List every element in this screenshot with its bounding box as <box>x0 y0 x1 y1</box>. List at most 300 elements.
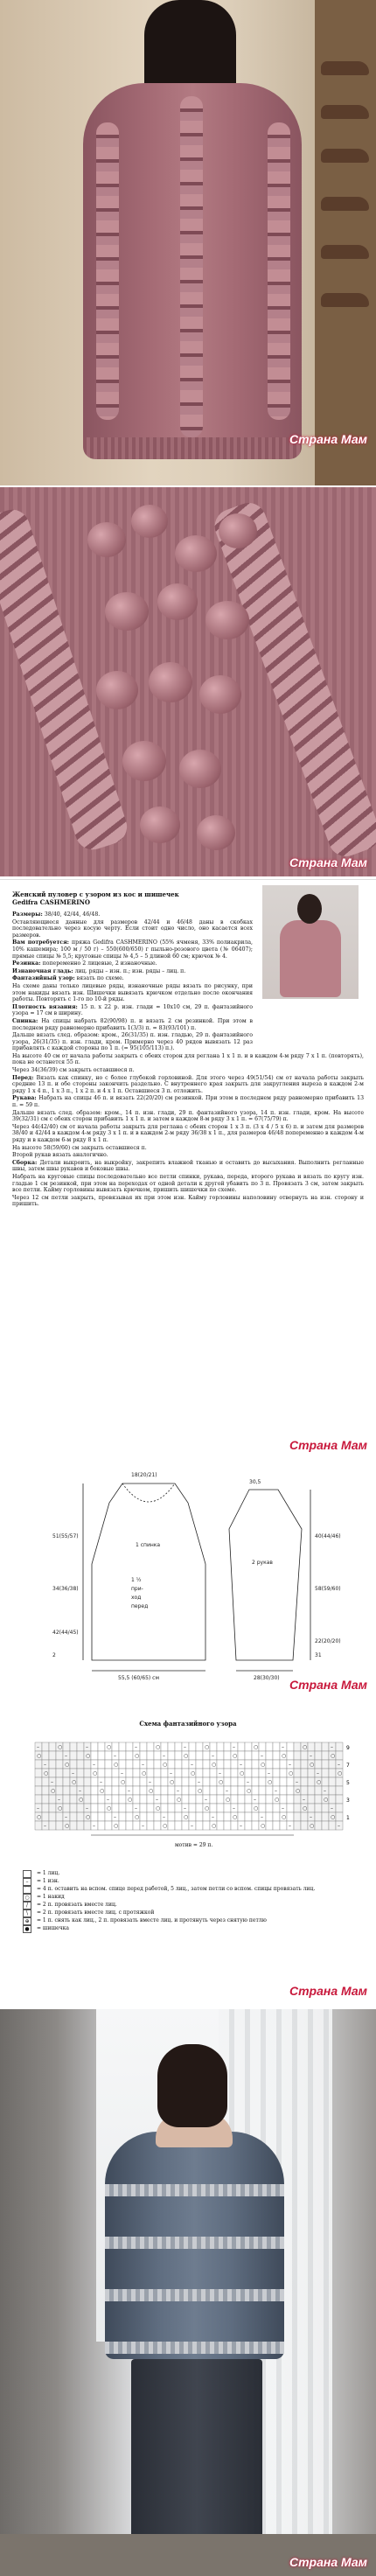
chart-cell <box>210 1786 217 1795</box>
doc-paragraph <box>12 975 253 982</box>
chart-symbol: ○ <box>177 1797 182 1803</box>
chart-cell <box>336 1786 343 1795</box>
chart-cell <box>217 1821 224 1830</box>
chart-symbol: – <box>191 1762 193 1768</box>
chart-symbol: ○ <box>205 1744 210 1750</box>
chart-cell <box>168 1812 175 1821</box>
chart-symbol: – <box>58 1797 60 1803</box>
chart-cell <box>147 1821 154 1830</box>
chart-cell <box>252 1812 259 1821</box>
chart-symbol: ○ <box>107 1744 112 1750</box>
doc-paragraph <box>12 1095 364 1108</box>
chart-cell <box>280 1821 287 1830</box>
doc-paragraph-text: Через 12 см петли закрыть, провязывая их при этом изн. Кайму горловины наполовину отвернуть на изн. сторону и пришить. <box>12 1194 364 1208</box>
chart-cell <box>294 1812 301 1821</box>
chart-symbol: – <box>310 1753 312 1759</box>
shoe <box>321 105 369 119</box>
chart-symbol: – <box>233 1744 235 1750</box>
chart-cell <box>280 1777 287 1786</box>
legend-symbol: ⌒ <box>24 1887 30 1893</box>
chart-cell <box>77 1751 84 1760</box>
chart-symbol: – <box>37 1744 39 1750</box>
doc-paragraph-label: Вам потребуется: <box>12 939 73 946</box>
legend-text: = шишечка <box>37 1925 69 1931</box>
chart-symbol: – <box>65 1814 67 1820</box>
chart-cell <box>49 1812 56 1821</box>
chart-cell <box>77 1804 84 1812</box>
chart-symbol: – <box>93 1823 95 1829</box>
sleeve-outline <box>229 1490 302 1660</box>
chart-cell <box>175 1804 182 1812</box>
chart-symbol: – <box>212 1814 214 1820</box>
chart-cell <box>315 1742 322 1751</box>
chart-cell <box>91 1812 98 1821</box>
chart-cell <box>147 1751 154 1760</box>
doc-paragraph <box>12 960 253 967</box>
chart-cell <box>126 1760 133 1769</box>
chart-cell <box>224 1760 231 1769</box>
chart-symbol: – <box>44 1762 46 1768</box>
chart-cell <box>63 1795 70 1804</box>
doc-paragraph <box>12 919 253 939</box>
chart-cell <box>63 1742 70 1751</box>
chart-cell <box>273 1821 280 1830</box>
chart-cell <box>259 1769 266 1777</box>
chart-cell <box>252 1751 259 1760</box>
chart-cell <box>49 1760 56 1769</box>
legend-item <box>23 1925 355 1933</box>
chart-symbol: ○ <box>282 1753 287 1759</box>
chart-cell <box>252 1786 259 1795</box>
chart-symbol: – <box>79 1788 81 1794</box>
chart-cell <box>203 1777 210 1786</box>
chart-cell <box>42 1795 49 1804</box>
chart-symbol: ○ <box>324 1797 329 1803</box>
legend-item <box>23 1886 355 1894</box>
chart-cell <box>182 1786 189 1795</box>
chart-cell <box>140 1751 147 1760</box>
bobble <box>219 513 257 548</box>
chart-cell <box>301 1821 308 1830</box>
chart-cell <box>266 1786 273 1795</box>
chart-cell <box>266 1821 273 1830</box>
chart-symbol: – <box>72 1770 74 1777</box>
front-neckline <box>122 1483 175 1502</box>
chart-symbol: – <box>254 1797 256 1803</box>
dim-side-4: 2 <box>52 1652 56 1658</box>
chart-cell <box>49 1751 56 1760</box>
chart-cell <box>154 1769 161 1777</box>
chart-cell <box>112 1777 119 1786</box>
chart-cell <box>336 1812 343 1821</box>
chart-cell <box>273 1751 280 1760</box>
chart-cell <box>301 1760 308 1769</box>
chart-cell <box>63 1777 70 1786</box>
chart-symbol: – <box>177 1788 179 1794</box>
chart-symbol: ○ <box>86 1753 91 1759</box>
chart-symbol: ○ <box>72 1779 77 1785</box>
schematic-drawing <box>0 1459 376 1695</box>
chart-cell <box>322 1760 329 1769</box>
chart-symbol: ○ <box>156 1805 161 1812</box>
chart-cell <box>315 1812 322 1821</box>
chart-cell <box>259 1795 266 1804</box>
chart-cell <box>161 1769 168 1777</box>
chart-cell <box>91 1777 98 1786</box>
bobble <box>197 815 235 850</box>
chart-cell <box>35 1795 42 1804</box>
watermark: Страна Мам <box>289 1678 367 1692</box>
legend-symbol: ● <box>23 1925 31 1933</box>
chart-cell <box>273 1812 280 1821</box>
chart-cell <box>119 1821 126 1830</box>
chart-cell <box>105 1769 112 1777</box>
chart-symbol: ○ <box>212 1762 217 1768</box>
chart-cell <box>84 1786 91 1795</box>
chart-symbol: ○ <box>135 1753 140 1759</box>
chart-cell <box>182 1760 189 1769</box>
chart-symbol: ○ <box>282 1814 287 1820</box>
chart-cell <box>168 1795 175 1804</box>
chart-cell <box>273 1777 280 1786</box>
chart-cell <box>35 1786 42 1795</box>
chart-cell <box>315 1786 322 1795</box>
chart-cell <box>140 1777 147 1786</box>
chart-cell <box>70 1786 77 1795</box>
chart-cell <box>210 1742 217 1751</box>
chart-cell <box>210 1769 217 1777</box>
dim-bottom: 55,5 (60/65) см <box>118 1675 159 1681</box>
chart-symbol: – <box>289 1823 291 1829</box>
chart-cell <box>203 1812 210 1821</box>
chart-cell <box>35 1777 42 1786</box>
chart-cell <box>287 1786 294 1795</box>
chart-cell <box>98 1769 105 1777</box>
chart-symbol: ○ <box>268 1779 273 1785</box>
chart-cell <box>336 1795 343 1804</box>
chart-cell <box>294 1742 301 1751</box>
chart-symbol: – <box>44 1823 46 1829</box>
doc-paragraph <box>12 983 253 1003</box>
chart-cell <box>266 1742 273 1751</box>
chart-cell <box>196 1804 203 1812</box>
doc-paragraph-text: На схеме даны только лицевые ряды, изнаночные ряды вязать по рисунку, при этом накиды вязать изн. Шишечки вывязать крючком отдельно после окончания работы. Повторять с 1-го по 10-й ряды. <box>12 982 253 1003</box>
chart-cell <box>154 1786 161 1795</box>
chart-symbol: – <box>191 1823 193 1829</box>
chart-symbol: ○ <box>65 1823 70 1829</box>
shoe <box>321 197 369 211</box>
doc-paragraph-text: лиц. ряды – изн. п.; изн. ряды – лиц. п. <box>74 967 186 974</box>
legend-symbol: ○ <box>23 1894 31 1902</box>
chart-cell <box>42 1786 49 1795</box>
chart-cell <box>168 1751 175 1760</box>
chart-cell <box>133 1821 140 1830</box>
chart-cell <box>168 1821 175 1830</box>
chart-cell <box>224 1812 231 1821</box>
chart-symbol: ○ <box>128 1797 133 1803</box>
bobble <box>179 750 221 788</box>
chart-cell <box>203 1769 210 1777</box>
chart-cell <box>105 1751 112 1760</box>
chart-cell <box>252 1777 259 1786</box>
chart-cell <box>308 1795 315 1804</box>
cable-rope <box>210 498 376 861</box>
legend-text: = 1 п. снять как лиц., 2 п. провязать вместе лиц. и протянуть через снятую петлю <box>37 1917 267 1923</box>
chart-symbol: ○ <box>303 1744 308 1750</box>
chart-cell <box>84 1760 91 1769</box>
doc-paragraph-text: На высоте 40 см от начала работы закрыть с обеих сторон для реглана 1 х 1 п. и в каждом 4-м ряду 7 х 1 п. (повторять), пока не останется 55 п. <box>12 1052 364 1066</box>
chart-cell <box>224 1769 231 1777</box>
chart-cell <box>168 1760 175 1769</box>
chart-cell <box>315 1821 322 1830</box>
chart-symbol: – <box>156 1797 158 1803</box>
chart-cell <box>196 1795 203 1804</box>
chart-cell <box>147 1804 154 1812</box>
chart-cell <box>329 1760 336 1769</box>
chart-cell <box>112 1742 119 1751</box>
chart-cell <box>49 1821 56 1830</box>
chart-symbol: – <box>100 1779 102 1785</box>
chart-row-number: 1 <box>346 1815 350 1821</box>
chart-cell <box>322 1804 329 1812</box>
chart-symbol: – <box>135 1744 137 1750</box>
chart-cell <box>98 1821 105 1830</box>
chart-symbol: – <box>324 1788 326 1794</box>
doc-paragraph-text: Набрать на спицы 46 п. и вязать 22(20/20) см резинкой. При этом в последнем ряду равномерно прибавить 13 п. = 59 п. <box>12 1095 365 1109</box>
chart-cell <box>70 1751 77 1760</box>
photo-pullover-back <box>0 0 376 485</box>
chart-symbol: – <box>198 1779 200 1785</box>
chart-cell <box>245 1769 252 1777</box>
back-label: 1 спинка <box>136 1542 161 1548</box>
chart-cell <box>266 1795 273 1804</box>
chart-symbol: ○ <box>331 1814 336 1820</box>
doc-title-yarn: Gedifra CASHMERINO <box>12 898 91 906</box>
doc-paragraph-label: Фантазийный узор: <box>12 975 77 982</box>
chart-cell <box>133 1786 140 1795</box>
chart-cell <box>168 1742 175 1751</box>
chart-symbol: ○ <box>240 1770 245 1777</box>
chart-cell <box>175 1812 182 1821</box>
chart-cell <box>119 1760 126 1769</box>
chart-cell <box>238 1795 245 1804</box>
chart-cell <box>315 1751 322 1760</box>
chart-symbol: ○ <box>275 1797 280 1803</box>
chart-cell <box>161 1804 168 1812</box>
bobble <box>96 671 138 709</box>
chart-cell <box>238 1751 245 1760</box>
chart-cell <box>322 1751 329 1760</box>
chart-symbol: – <box>163 1814 165 1820</box>
chart-symbol: – <box>135 1805 137 1812</box>
chart-symbol: ○ <box>205 1805 210 1812</box>
chart-cell <box>56 1751 63 1760</box>
chart-cell <box>56 1786 63 1795</box>
chart-cell <box>287 1742 294 1751</box>
chart-cell <box>119 1751 126 1760</box>
shoe <box>321 245 369 259</box>
chart-cell <box>147 1812 154 1821</box>
chart-cell <box>175 1751 182 1760</box>
doc-paragraph-text: Дальше вязать след. образом: кром., 14 п. изн. глади, 29 п. фантазийного узора, 14 п. изн. глади, кром. На высоте 39(32/31) см с обеих сторон прибавить 1 х 1 п. и затем в каждом 8-м ряду 3 х 1 п. = 67(75/79) п. <box>12 1109 364 1123</box>
chart-cell <box>322 1777 329 1786</box>
chart-cell <box>280 1769 287 1777</box>
chart-cell <box>322 1821 329 1830</box>
doc-paragraph-text: Дальше вязать след. образом: кром., 26(31/35) п. изн. гладью, 29 п. фантазийного узора, 26(31/35) п. изн. глади, кром. Примерно через 40 рядов вывязать 12 раз прибавлять с каждой стороны по 1 п. (= 95(105/113) п.). <box>12 1032 253 1052</box>
chart-cell <box>189 1812 196 1821</box>
doc-paragraph <box>12 1075 364 1095</box>
chart-cell <box>161 1786 168 1795</box>
doc-paragraph <box>12 1004 253 1017</box>
chart-cell <box>308 1786 315 1795</box>
watermark: Страна Мам <box>289 1984 367 1998</box>
chart-cell <box>294 1795 301 1804</box>
chart-cell <box>91 1742 98 1751</box>
chart-cell <box>217 1742 224 1751</box>
chart-symbol: – <box>317 1770 319 1777</box>
sleeve-label: 2 рукав <box>252 1560 273 1566</box>
shoe <box>321 149 369 163</box>
chart-symbol: ○ <box>261 1762 266 1768</box>
chart-symbol: ○ <box>233 1753 238 1759</box>
chart-cell <box>126 1751 133 1760</box>
shoe <box>321 293 369 307</box>
chart-cell <box>329 1786 336 1795</box>
doc-paragraph-label: Сборка: <box>12 1159 40 1166</box>
bobble <box>122 741 166 781</box>
back-outline <box>92 1483 205 1660</box>
chart-symbol: – <box>170 1770 172 1777</box>
legend-text: = 1 накид <box>37 1894 65 1900</box>
doc-paragraph-text: Через 34(36/39) см закрыть оставшиеся п. <box>12 1067 135 1074</box>
chart-cell <box>49 1804 56 1812</box>
chart-cell <box>154 1760 161 1769</box>
chart-symbol: ○ <box>198 1788 203 1794</box>
cable-pattern <box>180 96 203 437</box>
chart-cell <box>196 1821 203 1830</box>
chart-cell <box>217 1812 224 1821</box>
bobble <box>149 662 192 702</box>
chart-cell <box>98 1751 105 1760</box>
chart-cell <box>42 1742 49 1751</box>
chart-cell <box>189 1777 196 1786</box>
chart-symbol: ○ <box>100 1788 105 1794</box>
chart-cell <box>42 1751 49 1760</box>
chart-symbol: ○ <box>254 1805 259 1812</box>
chart-cell <box>77 1777 84 1786</box>
chart-symbol: – <box>163 1753 165 1759</box>
chart-symbol: – <box>142 1823 144 1829</box>
legend-item <box>23 1878 355 1886</box>
chart-symbol: – <box>233 1805 235 1812</box>
bobble <box>131 505 168 538</box>
chart-cell <box>175 1742 182 1751</box>
chart-cell <box>238 1777 245 1786</box>
chart-cell <box>56 1769 63 1777</box>
chart-cell <box>196 1751 203 1760</box>
chart-cell <box>308 1777 315 1786</box>
chart-cell <box>182 1821 189 1830</box>
chart-cell <box>196 1812 203 1821</box>
chart-cell <box>336 1777 343 1786</box>
chart-symbol: – <box>331 1744 333 1750</box>
doc-paragraph <box>12 911 253 918</box>
chart-cell <box>196 1742 203 1751</box>
chart-cell <box>329 1795 336 1804</box>
chart-cell <box>42 1812 49 1821</box>
chart-cell <box>224 1804 231 1812</box>
chart-symbol: – <box>86 1744 88 1750</box>
pattern-chart-panel <box>0 1699 376 2007</box>
chart-symbol: ○ <box>114 1762 119 1768</box>
chart-cell <box>70 1821 77 1830</box>
chart-cell <box>63 1786 70 1795</box>
legend-item <box>23 1909 355 1917</box>
doc-paragraph-label: Резинка: <box>12 960 43 967</box>
sweater-stripe <box>105 2184 284 2196</box>
doc-paragraph-text: Второй рукав вязать аналогично. <box>12 1152 108 1159</box>
doc-paragraph-label: Рукава: <box>12 1095 39 1102</box>
chart-cell <box>217 1751 224 1760</box>
chart-cell <box>77 1760 84 1769</box>
chart-symbol: – <box>338 1762 340 1768</box>
chart-cell <box>98 1804 105 1812</box>
chart-cell <box>287 1795 294 1804</box>
chart-cell <box>56 1777 63 1786</box>
doc-paragraph <box>12 1067 364 1074</box>
chart-symbol: ○ <box>51 1788 56 1794</box>
chart-cell <box>119 1812 126 1821</box>
chart-cell <box>154 1821 161 1830</box>
chart-symbol: – <box>86 1805 88 1812</box>
chart-cell <box>210 1804 217 1812</box>
chart-cell <box>56 1760 63 1769</box>
cable-pattern <box>268 122 290 420</box>
chart-symbol: ○ <box>86 1814 91 1820</box>
chart-cell <box>133 1777 140 1786</box>
chart-symbol: ○ <box>93 1770 98 1777</box>
chart-symbol: ○ <box>37 1814 42 1820</box>
sweater-stripe <box>105 2237 284 2249</box>
doc-paragraph-text: попеременно 2 лицевые, 2 изнаночные. <box>42 960 157 967</box>
doc-paragraph-text: 15 п. х 22 р. изн. глади = 10х10 см, 29 п. фантазийного узора = 17 см в ширину. <box>12 1003 254 1017</box>
chart-cell <box>252 1769 259 1777</box>
chart-symbol: – <box>303 1797 305 1803</box>
chart-symbol: ○ <box>296 1788 301 1794</box>
chart-cell <box>133 1769 140 1777</box>
chart-cell <box>133 1795 140 1804</box>
chart-cell <box>98 1812 105 1821</box>
ribbing <box>83 437 302 459</box>
chart-symbol: ○ <box>310 1762 315 1768</box>
chart-symbol: ○ <box>226 1797 231 1803</box>
doc-paragraph-text: Вязать как спинку, но с более глубокой горловиной. Для этого через 49(51/54) см от начала работы закрыть средние 13 п. и обе стороны закончить раздельно. С внутреннего края закрыть для закругления выреза в каждом 2-м ряду 1 х 4 п., 1 х 3 п., 1 х 2 п. и 4 х 1 п. Оставшиеся 3 п. отложить. <box>12 1074 365 1094</box>
chart-cell <box>301 1769 308 1777</box>
chart-cell <box>196 1760 203 1769</box>
doc-paragraph-label: Изнаночная гладь: <box>12 967 75 974</box>
chart-cell <box>63 1804 70 1812</box>
chart-cell <box>259 1786 266 1795</box>
legend-symbol: \ <box>23 1909 31 1917</box>
sleeve-dim-2: 58(59/60) <box>315 1586 341 1592</box>
front-label-4: перед <box>131 1603 149 1609</box>
chart-symbol: ○ <box>44 1770 49 1777</box>
chart-symbol: – <box>37 1805 39 1812</box>
chart-cell <box>273 1769 280 1777</box>
chart-symbol: – <box>212 1753 214 1759</box>
chart-symbol: – <box>240 1762 242 1768</box>
chart-symbol: ○ <box>247 1788 252 1794</box>
